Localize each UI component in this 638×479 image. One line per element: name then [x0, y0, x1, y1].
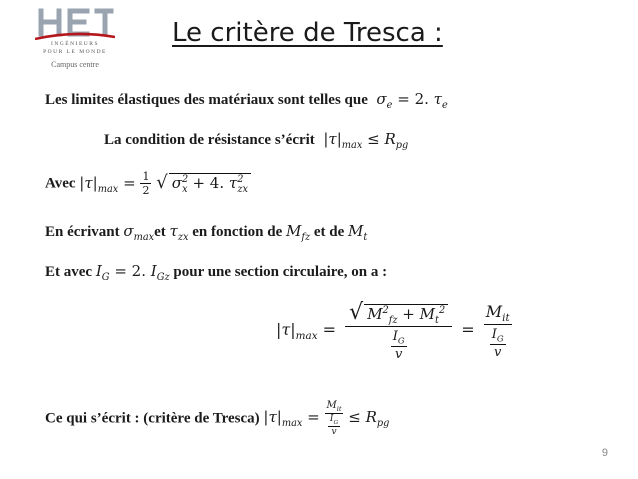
body-line-5-text-a: Et avec [45, 264, 93, 280]
body-line-1 [45, 90, 448, 111]
body-line-5-math: $I_G = 2$. $I_{Gz}$ [95, 262, 170, 283]
body-line-1-text: Les limites élastiques des matériaux sont telles que [45, 92, 368, 108]
hei-logo-mark-icon [35, 8, 115, 40]
mt-symbol: $M_t$ [348, 222, 368, 243]
sigma-max-symbol: $\sigma_{max}$ [123, 222, 155, 243]
mfz-symbol: $M_{fz}$ [286, 222, 311, 243]
body-line-6-math: $|\tau|_{max}$ = $\frac{√ M^2_{fz} + M_t^2}{\frac{I_G}{v}}$ = $\frac{M_{it}}{\frac{I_G}{v}}$ [276, 300, 510, 362]
slide-title: Le critère de Tresca : [172, 18, 443, 48]
body-line-1-math: $\sigma_e = 2$. $\tau_e$ [371, 90, 448, 111]
logo-line-2: POUR LE MONDE [43, 49, 107, 55]
hei-logo [20, 8, 130, 70]
body-line-2 [104, 130, 408, 151]
tau-zx-symbol: $\tau_{zx}$ [169, 222, 189, 243]
body-line-2-text: La condition de résistance s’écrit [104, 132, 315, 148]
body-line-4-text-a: En écrivant [45, 224, 120, 240]
body-line-2-math: $|\tau|_{max} \le R_{pg}$ [323, 130, 409, 151]
body-line-6 [276, 300, 512, 362]
body-line-4 [45, 222, 367, 243]
body-line-7-math: $|\tau|_{max}$ = $\frac{M_{it}}{\frac{I_G}{v}}$ ≤ $R_{pg}$ [263, 400, 390, 437]
body-line-7-text: Ce qui s’écrit : (critère de Tresca) [45, 410, 260, 427]
logo-line-1: INGÉNIEURS [51, 41, 99, 47]
page-number: 9 [601, 447, 608, 459]
body-line-3-math: $|\tau|_{max}$ = $\frac{1}{2}$ √ $\sigma^2_x + 4$. $\tau^2_{zx}$ [79, 174, 251, 192]
body-line-5 [45, 262, 387, 283]
body-line-4-text-b: et [154, 224, 166, 240]
body-line-5-text-b: pour une section circulaire, on a : [173, 264, 388, 280]
body-line-4-text-c: en fonction de [192, 224, 283, 240]
body-line-4-text-d: et de [313, 224, 345, 240]
logo-line-3: Campus centre [51, 60, 99, 69]
body-line-3-text: Avec [45, 175, 76, 192]
body-line-7 [45, 400, 389, 437]
body-line-3 [45, 170, 251, 197]
